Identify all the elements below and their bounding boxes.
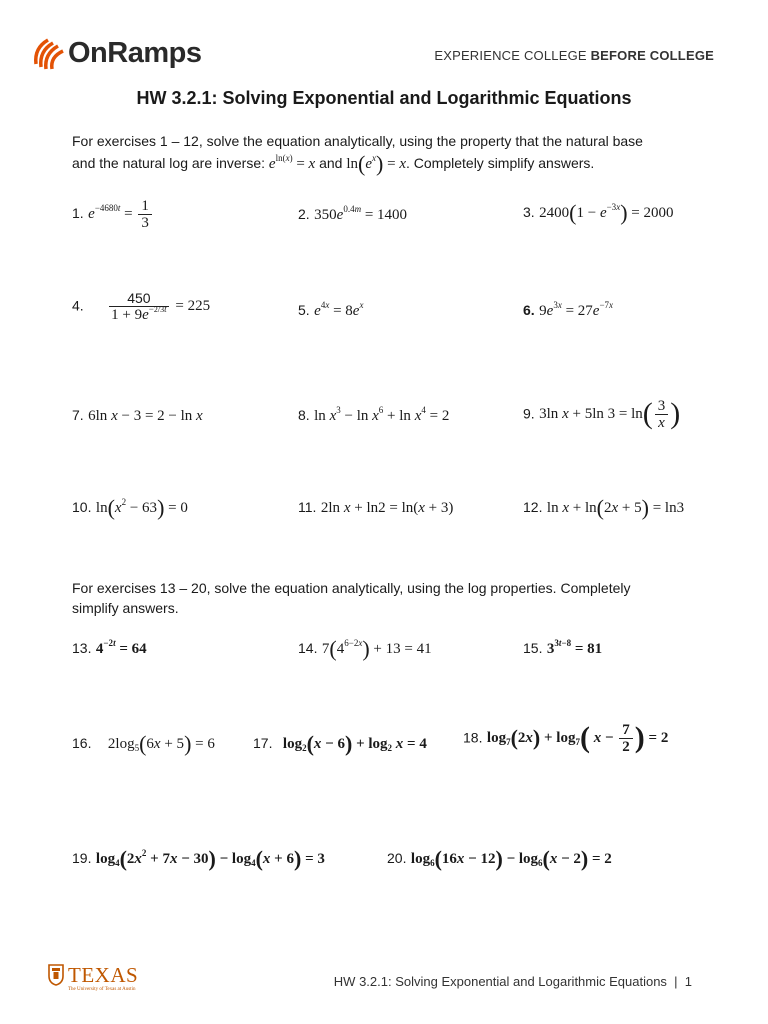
problem-9: 9. 3ln x + 5ln 3 = ln( $\frac{3}{x}$ ) xyxy=(523,396,681,431)
problem-8: 8. $\ln x^3 - \ln x^6 + \ln x^4 = 2$ xyxy=(298,405,450,424)
tagline-light: EXPERIENCE COLLEGE xyxy=(434,48,591,63)
page-title: HW 3.2.1: Solving Exponential and Logarithmic Equations xyxy=(136,88,632,108)
section2-intro-line1: For exercises 13 – 20, solve the equation analytically, using the log properties. Completely xyxy=(72,580,631,596)
problem-13: 13. $4^{-2t} = 64$ xyxy=(72,638,147,657)
problem-3: 3. $2400(1 - e^{-3x}) = 2000$ xyxy=(523,200,674,225)
problem-19: 19. $\log_4(2x^2 + 7x - 30) - \log_4(x + 6) = 3$ xyxy=(72,846,325,871)
problem-16: 16. $2\log_5(6x + 5) = 6$ xyxy=(72,731,215,756)
onramps-logo-text: OnRamps xyxy=(68,36,202,69)
identity-ln-exp: $\ln(e^x) = x$ xyxy=(346,151,406,176)
problem-14: 14. $7(4^{6-2x}) + 13 = 41$ xyxy=(298,636,432,661)
problem-20: 20. $\log_6(16x - 12) - \log_6(x - 2) = 2$ xyxy=(387,846,612,871)
section2-intro-line2: simplify answers. xyxy=(72,600,179,616)
texas-logo-text: TEXAS xyxy=(68,963,139,987)
problem-12: 12. ln x + ln(2x + 5) = ln3 xyxy=(523,495,685,520)
identity-exp-ln: $e^{ln(x)} = x$ xyxy=(268,153,316,172)
onramps-logo xyxy=(32,34,201,72)
problem-7: 7. 6ln x − 3 = 2 − ln x xyxy=(72,407,203,424)
problem-11: 11. 2ln x + ln2 = ln(x + 3) xyxy=(298,499,454,516)
section1-intro xyxy=(72,130,712,175)
texas-shield-icon xyxy=(48,964,64,986)
texas-logo xyxy=(48,964,138,993)
section2-intro xyxy=(72,578,712,618)
header-tagline xyxy=(434,48,714,63)
section1-intro-line2: and the natural log are inverse: $e^{ln(x)} = x$ and $\ln(e^x) = x$. Completely simplify answers. xyxy=(72,151,595,176)
onramps-logo-icon xyxy=(32,34,66,72)
section1-intro-line1: For exercises 1 – 12, solve the equation analytically, using the property that the natural base xyxy=(72,133,643,149)
problem-1: 1. $e^{-4680t}$ = $\frac{1}{3}$ xyxy=(72,198,154,231)
problem-15: 15. $3^{3t-8} = 81$ xyxy=(523,638,603,657)
problem-18: 18. $\log_7(2x) + \log_7$( x − $\frac{7}{2}$ ) = 2 xyxy=(463,720,669,755)
problem-5: 5. $e^{4x} = 8e^x$ xyxy=(298,300,364,319)
tagline-bold: BEFORE COLLEGE xyxy=(590,48,714,63)
texas-logo-subtext: The University of Texas at Austin xyxy=(68,987,136,992)
problem-4: 4. $\frac{450}{1 + 9e^{-2/3t}}$ = 225 xyxy=(72,290,211,323)
problem-17: 17. $\log_2(x - 6) + \log_2 x = 4$ xyxy=(253,731,427,756)
problem-10: 10. $\ln(x^2 - 63) = 0$ xyxy=(72,495,188,520)
footer-text: HW 3.2.1: Solving Exponential and Logarithmic Equations | 1 xyxy=(333,974,692,989)
problem-2: 2. $350e^{0.4m} = 1400$ xyxy=(298,204,408,223)
problem-6: 6. $9e^{3x} = 27e^{-7x}$ xyxy=(523,300,614,319)
